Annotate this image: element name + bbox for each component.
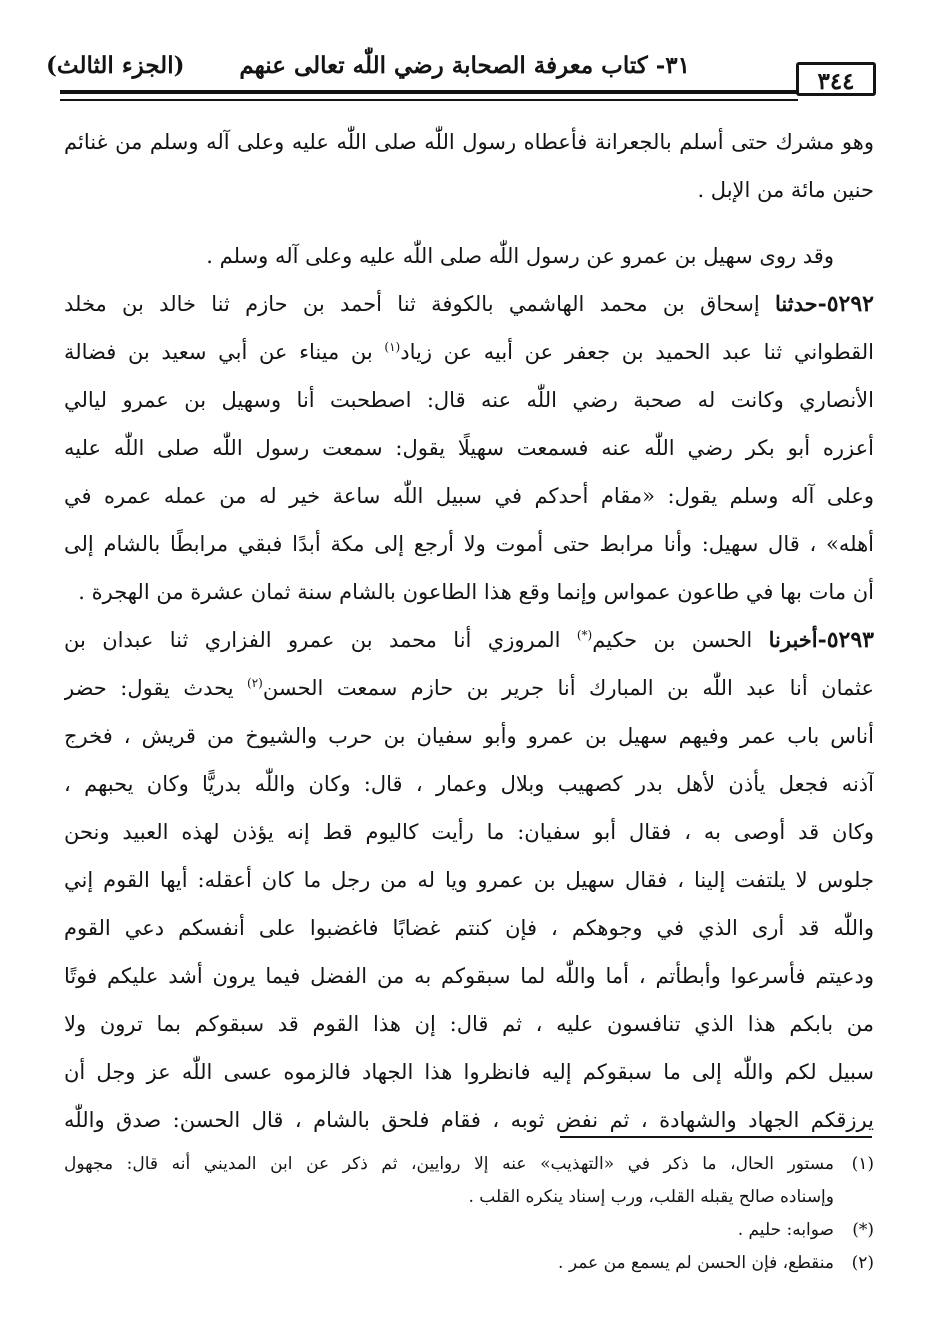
hadith-5293-line: من بابكم هذا الذي تنافسون عليه ، ثم قال: إن هذا القوم قد سبقوكم بما ترون ولا xyxy=(64,1012,874,1036)
hadith-5293-line: جلوس لا يلتفت إلينا ، فقال سهيل بن عمرو ويا له من رجل ما كان أعقله: أيها القوم إني xyxy=(64,868,874,892)
footnote-star: (*)صوابه: حليم . xyxy=(64,1214,874,1247)
hadith-5292-line: أعزره أبو بكر رضي اللّٰه عنه فسمعت سهيلًا يقول: سمعت رسول اللّٰه صلى اللّٰه عليه xyxy=(64,436,874,460)
footnote-separator xyxy=(560,1136,872,1138)
page-number: ٣٤٤ xyxy=(796,62,876,96)
footnote-1: (١)مستور الحال، ما ذكر في «التهذيب» عنه إلا روايين، ثم ذكر عن ابن المديني أنه قال: مجهول xyxy=(64,1148,874,1181)
footnotes xyxy=(64,1148,874,1280)
hadith-keyword: أخبرنا xyxy=(768,627,818,652)
hadith-keyword: حدثنا xyxy=(775,291,818,316)
footnote-mark: (*) xyxy=(852,1220,874,1240)
hadith-5293-line: آذنه فجعل يأذن لأهل بدر كصهيب وبلال وعمار ، قال: وكان واللّٰه بدريًّا وكان يحبهم ، xyxy=(64,772,874,796)
hadith-5292-line: ٥٢٩٢-حدثنا إسحاق بن محمد الهاشمي بالكوفة ثنا أحمد بن حازم ثنا خالد بن مخلد xyxy=(64,291,874,317)
hadith-number: ٥٢٩٣- xyxy=(817,627,874,653)
hadith-5293-line: يرزقكم الجهاد والشهادة ، ثم نفض ثوبه ، فقام فلحق بالشام ، قال الحسن: صدق واللّٰه xyxy=(64,1108,874,1132)
hadith-5292-line: الأنصاري وكانت له صحبة رضي اللّٰه عنه قال: اصطحبت أنا وسهيل بن عمرو ليالي xyxy=(64,388,874,412)
hadith-5293-line: وكان قد أوصى به ، فقال أبو سفيان: ما رأيت كاليوم قط إنه يؤذن لهذه العبيد ونحن xyxy=(64,820,874,844)
footnote-ref: (٢) xyxy=(247,676,263,690)
part-label: (الجزء الثالث) xyxy=(46,52,185,79)
footnote-ref: (١) xyxy=(384,340,401,354)
header-rule-thin xyxy=(60,99,798,101)
hadith-5292-line: القطواني ثنا عبد الحميد بن جعفر عن أبيه عن زياد$^{(١)}$ بن ميناء عن أبي سعيد بن فضالة xyxy=(64,340,874,364)
hadith-5293-line: ٥٢٩٣-أخبرنا الحسن بن حكيم(*) المروزي أنا محمد بن عمرو الفزاري ثنا عبدان بن xyxy=(64,627,874,653)
footnote-1-continued: وإسناده صالح يقبله القلب، ورب إسناد ينكره القلب . xyxy=(468,1187,834,1207)
footnote-mark: (٢) xyxy=(851,1253,874,1273)
hadith-5292-line: وعلى آله وسلم يقول: «مقام أحدكم في سبيل اللّٰه ساعة خير له من عمله عمره في xyxy=(64,484,874,508)
footnote-2: (٢)منقطع، فإن الحسن لم يسمع من عمر . xyxy=(64,1247,874,1280)
hadith-5293-line: واللّٰه قد أرى الذي في وجوهكم ، فإن كنتم غضابًا فاغضبوا على أنفسكم دعي القوم xyxy=(64,916,874,940)
hadith-5293-line: عثمان أنا عبد اللّٰه بن المبارك أنا جرير بن حازم سمعت الحسن$^{(٢)}$ يحدث يقول: حضر xyxy=(64,676,874,700)
footnote-mark: (١) xyxy=(851,1154,874,1174)
chapter-title: ٣١- كتاب معرفة الصحابة رضي اللّٰه تعالى عنهم xyxy=(239,52,690,79)
hadith-5292-line: أهله» ، قال سهيل: وأنا مرابط حتى أموت ولا أرجع إلى مكة أبدًا فبقي مرابطًا بالشام إلى xyxy=(64,532,874,556)
hadith-number: ٥٢٩٢- xyxy=(817,291,874,317)
text-line: وقد روى سهيل بن عمرو عن رسول اللّٰه صلى اللّٰه عليه وعلى آله وسلم . xyxy=(206,244,834,268)
header-rule-thick xyxy=(60,90,798,94)
hadith-5292-line: أن مات بها في طاعون عمواس وإنما وقع هذا الطاعون بالشام سنة ثمان عشرة من الهجرة . xyxy=(78,580,874,604)
main-text xyxy=(64,118,874,1144)
hadith-5293-line: أناس باب عمر وفيهم سهيل بن عمرو وأبو سفيان بن حرب والشيوخ من قريش ، فخرج xyxy=(64,724,874,748)
hadith-5293-line: سبيل لكم واللّٰه إلى ما سبقوكم إليه فانظروا هذا الجهاد فالزموه عسى اللّٰه عز وجل أن xyxy=(64,1060,874,1084)
text-line: وهو مشرك حتى أسلم بالجعرانة فأعطاه رسول اللّٰه صلى اللّٰه عليه وعلى آله وسلم من غنائم xyxy=(64,130,874,154)
hadith-5293-line: ودعيتم فأسرعوا وأبطأتم ، أما واللّٰه لما سبقوكم به من الفضل فيما يرون أشد عليكم فوتًا xyxy=(64,964,874,988)
footnote-ref: (*) xyxy=(576,628,593,642)
text-line: حنين مائة من الإبل . xyxy=(697,178,874,202)
